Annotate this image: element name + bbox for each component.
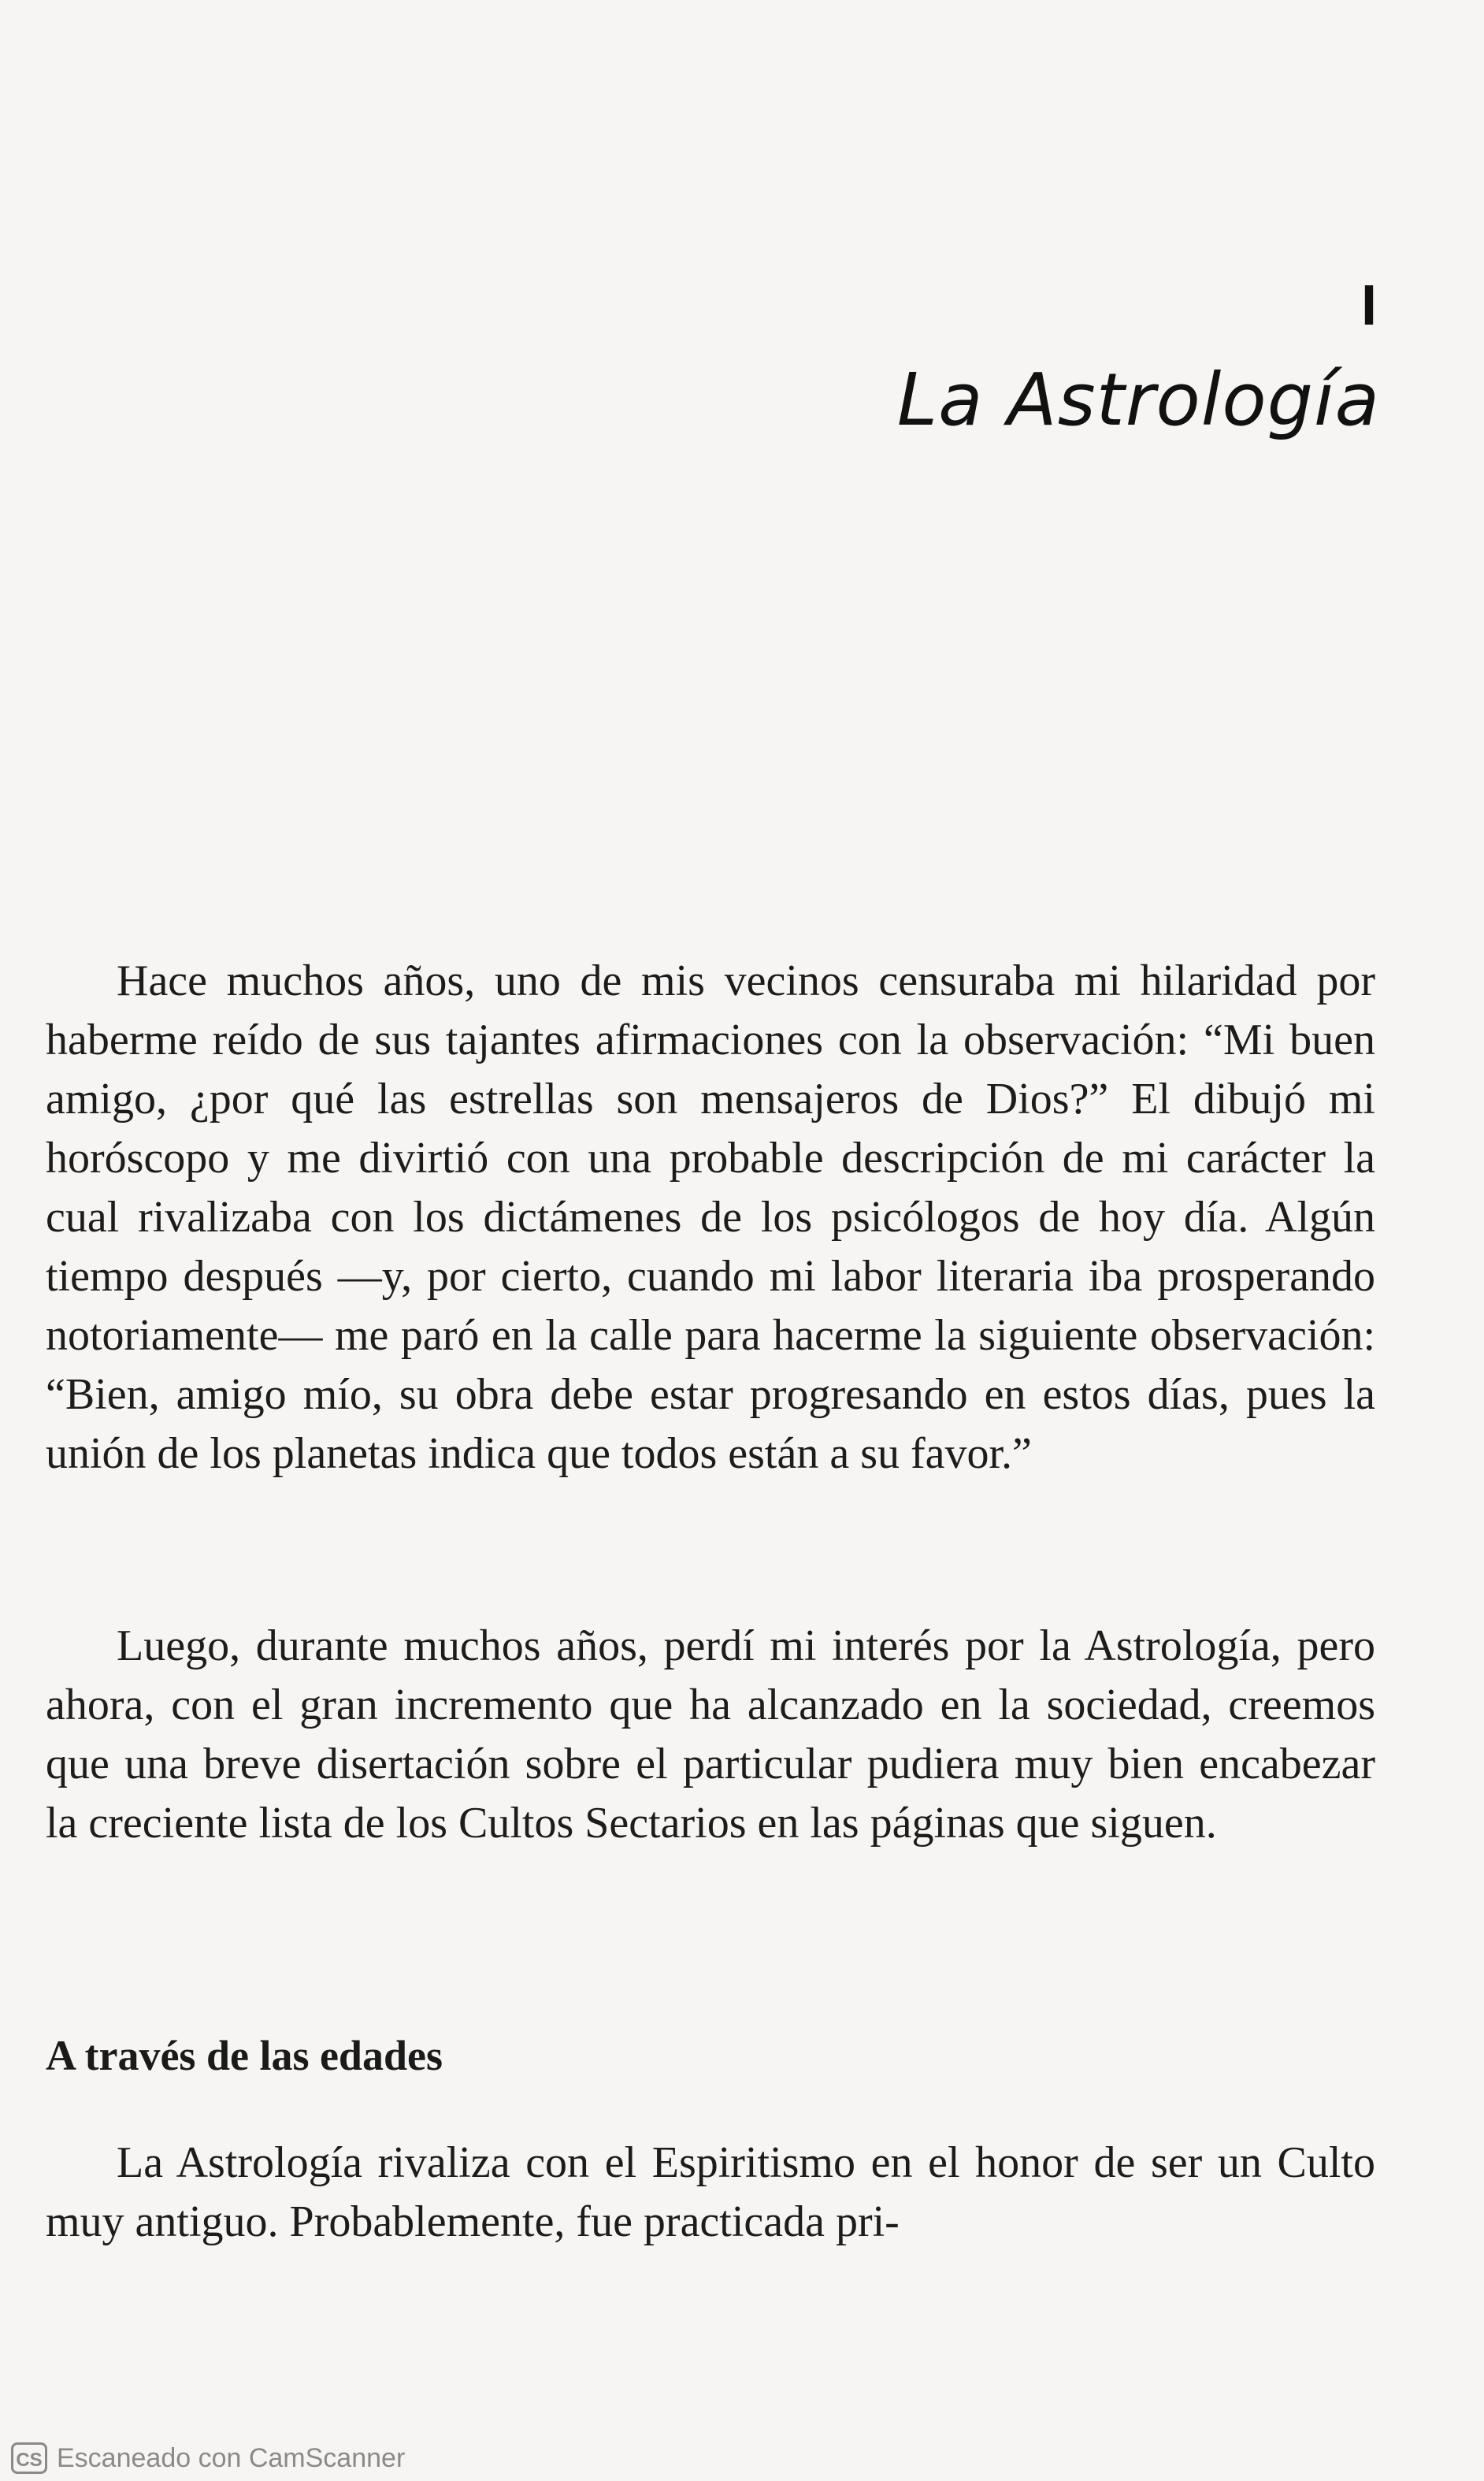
chapter-title: La Astrología — [896, 358, 1380, 442]
chapter-number: I — [1361, 274, 1378, 337]
section-heading: A través de las edades — [46, 2032, 443, 2079]
paragraph-3: La Astrología rivaliza con el Espiritismo en el honor de ser un Culto muy antiguo. Probablemente, fue practicada pri- — [46, 2138, 1375, 2246]
camscanner-logo-icon: CS — [11, 2442, 47, 2474]
paragraph-1: Hace muchos años, uno de mis vecinos censuraba mi hilaridad por haberme reído de sus tajantes afirmaciones con la observación: “Mi buen amigo, ¿por qué las estrellas son mensajeros de Dios?” El dibujó mi horóscopo y me divirtió con una probable descripción de mi carácter la cual rivalizaba con los dictámenes de los psicólogos de hoy día. Algún tiempo después —y, por cierto, cuando mi labor literaria iba prosperando notoriamente— me paró en la calle para hacerme la siguiente observación: “Bien, amigo mío, su obra debe estar progresando en estos días, pues la unión de los planetas indica que todos están a su favor.” — [46, 956, 1375, 1478]
scanner-watermark — [11, 2442, 405, 2474]
scanner-text: Escaneado con CamScanner — [57, 2442, 406, 2473]
paragraph-2: Luego, durante muchos años, perdí mi interés por la Astrología, pero ahora, con el gran incremento que ha alcanzado en la sociedad, creemos que una breve disertación sobre el particular pudiera muy bien encabezar la creciente lista de los Cultos Sectarios en las páginas que siguen. — [46, 1621, 1375, 1848]
third-paragraph-container — [46, 2134, 1375, 2252]
intro-paragraph-container — [46, 952, 1375, 1484]
second-paragraph-container — [46, 1617, 1375, 1853]
